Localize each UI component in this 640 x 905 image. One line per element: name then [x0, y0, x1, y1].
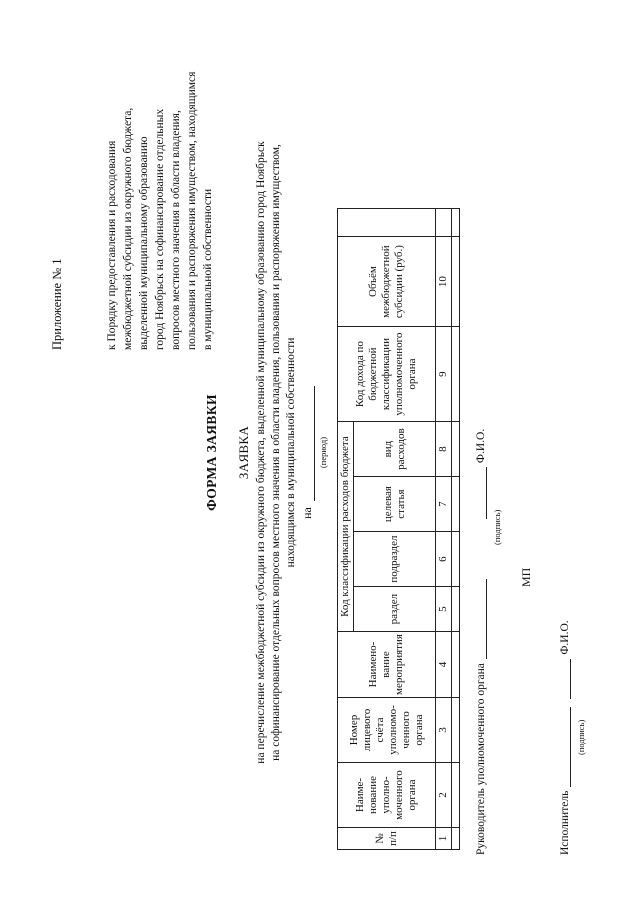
- head-name-blank: [474, 467, 487, 519]
- header-account-number: Номер лицевого счёта уполномо-ченного органа: [338, 698, 436, 763]
- header-expense-type: вид расходов: [354, 422, 436, 477]
- table-cell: [452, 209, 460, 237]
- table-cell: [452, 422, 460, 477]
- appendix-line: к Порядку предоставления и расходования: [106, 140, 118, 350]
- executor-name: Ф.И.О.: [559, 620, 571, 655]
- appendix-line: пользования и распоряжения имуществом, находящимся: [186, 71, 198, 350]
- period-blank: [302, 386, 315, 501]
- table-cell: [452, 237, 460, 327]
- appendix-reference: [104, 15, 216, 350]
- header-organ-name: Наиме-нование уполно-моченного органа: [338, 763, 436, 828]
- head-signature-blank: [474, 579, 487, 659]
- header-income-code: Код дохода по бюджетной классификации уполномоченного органа: [338, 327, 436, 422]
- head-signature-line: [474, 429, 487, 855]
- column-number-8: 8: [436, 422, 452, 477]
- head-name: Ф.И.О.: [475, 428, 487, 464]
- document-heading: ЗАЯВКА: [236, 425, 251, 480]
- appendix-line: выделенной муниципальному образованию: [138, 136, 150, 350]
- executor-signature-line: [558, 620, 571, 855]
- column-number-1: 1: [436, 828, 452, 850]
- appendix-title: Приложение № 1: [50, 258, 64, 350]
- period-prefix: на: [300, 507, 314, 519]
- header-measure-name: Наимено-вание мероприятия: [338, 632, 436, 698]
- column-number-7: 7: [436, 477, 452, 532]
- table-cell: [452, 477, 460, 532]
- column-number-5: 5: [436, 587, 452, 632]
- head-signature-caption: (подпись): [492, 509, 502, 545]
- period-line: [300, 0, 315, 905]
- purpose-text: [254, 20, 299, 885]
- header-subsection: подраздел: [354, 532, 436, 587]
- seal-place: МП: [519, 567, 533, 587]
- column-number-3: 3: [436, 698, 452, 763]
- purpose-line: на перечисление межбюджетной субсидии из окружного бюджета, выделенной муниципальному образованию город Ноябрьск: [255, 141, 267, 764]
- table-cell: [452, 698, 460, 763]
- column-number-2: 2: [436, 763, 452, 828]
- head-label: Руководитель уполномоченного органа: [475, 663, 487, 855]
- column-number-empty: [436, 209, 452, 237]
- header-subsidy-volume: Объём межбюджетной субсидии (руб.): [338, 237, 436, 327]
- period-caption: (период): [318, 436, 328, 469]
- header-target-article: целевая статья: [354, 477, 436, 532]
- column-number-4: 4: [436, 632, 452, 698]
- header-number: № п/п: [338, 828, 436, 850]
- executor-label: Исполнитель: [559, 790, 571, 855]
- column-number-10: 10: [436, 237, 452, 327]
- table-cell: [452, 327, 460, 422]
- appendix-line: в муниципальной собственности: [202, 188, 214, 350]
- purpose-line: находящимся в муниципальной собственности: [285, 337, 297, 568]
- column-number-6: 6: [436, 532, 452, 587]
- table-cell: [452, 632, 460, 698]
- column-number-9: 9: [436, 327, 452, 422]
- header-expense-classification: Код классификации расходов бюджета: [338, 422, 354, 632]
- header-empty-cell: [338, 209, 436, 237]
- table-cell: [452, 828, 460, 850]
- table-cell: [452, 587, 460, 632]
- executor-signature-caption: (подпись): [576, 719, 586, 755]
- table-cell: [452, 763, 460, 828]
- form-title: ФОРМА ЗАЯВКИ: [204, 394, 219, 511]
- request-table: [337, 208, 460, 850]
- table-cell: [452, 532, 460, 587]
- executor-name-blank: [558, 659, 571, 699]
- purpose-line: на софинансирование отдельных вопросов местного значения в области владения, пользования и распоряжения имуществом,: [270, 144, 282, 761]
- appendix-line: город Ноябрьск на софинансирование отдельных: [154, 108, 166, 350]
- appendix-line: вопросов местного значения в области владения,: [170, 110, 182, 350]
- appendix-line: межбюджетной субсидии из окружного бюджета,: [122, 107, 134, 350]
- executor-signature-blank: [558, 707, 571, 787]
- header-section: раздел: [354, 587, 436, 632]
